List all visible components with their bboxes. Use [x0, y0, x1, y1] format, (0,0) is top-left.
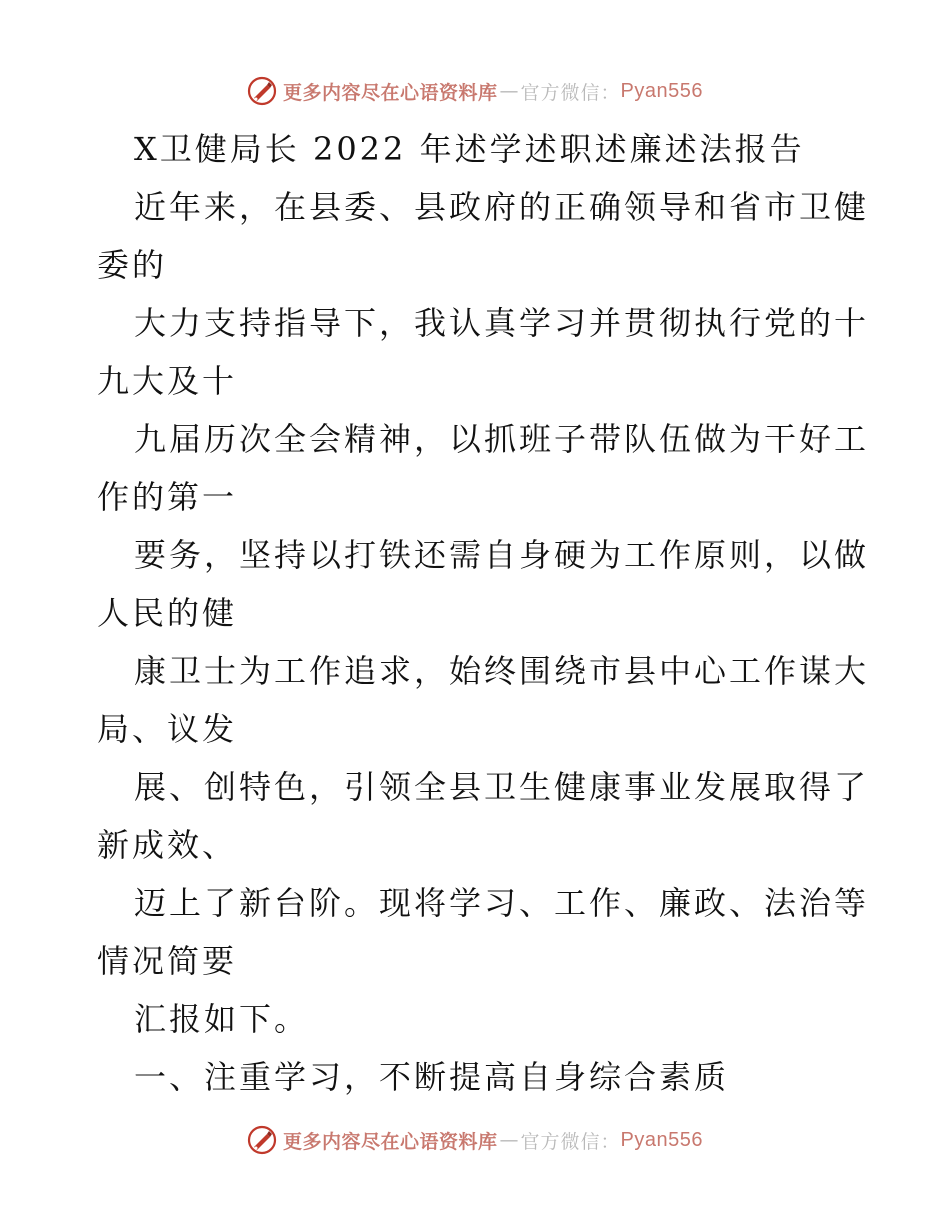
text-line: 情况简要 — [97, 942, 238, 980]
text-line: 局、议发 — [97, 710, 238, 748]
pen-logo-icon — [247, 1125, 277, 1155]
text-line: 近年来，在县委、县政府的正确领导和省市卫健 — [134, 188, 870, 226]
watermark-dash: — — [499, 1129, 519, 1151]
text-line: 九大及十 — [97, 362, 238, 400]
watermark-wechat-label: 官方微信： — [520, 81, 621, 104]
text-line: 新成效、 — [97, 826, 238, 864]
text-line: 一、注重学习，不断提高自身综合素质 — [134, 1058, 730, 1096]
watermark-site-name: 更多内容尽在心语资料库 — [283, 81, 498, 104]
text-line: 要务，坚持以打铁还需自身硬为工作原则，以做 — [134, 536, 870, 574]
watermark-footer — [0, 1120, 950, 1160]
watermark-site-name: 更多内容尽在心语资料库 — [283, 1130, 498, 1153]
text-line: 九届历次全会精神，以抓班子带队伍做为干好工 — [134, 420, 870, 458]
watermark-wechat-label: 官方微信： — [520, 1130, 621, 1153]
document-body — [97, 120, 877, 1106]
watermark-wechat-id: Pyan556 — [620, 1128, 703, 1151]
text-line: 人民的健 — [97, 594, 238, 632]
text-line: 展、创特色，引领全县卫生健康事业发展取得了 — [134, 768, 870, 806]
pen-logo-icon — [247, 76, 277, 106]
document-title: X卫健局长 2022 年述学述职述廉述法报告 — [134, 130, 805, 168]
text-line: 汇报如下。 — [134, 1000, 310, 1038]
watermark-dash: — — [499, 80, 519, 102]
text-line: 迈上了新台阶。现将学习、工作、廉政、法治等 — [134, 884, 870, 922]
text-line: 委的 — [97, 246, 168, 284]
watermark-header — [0, 71, 950, 111]
text-line: 康卫士为工作追求，始终围绕市县中心工作谋大 — [134, 652, 870, 690]
watermark-wechat-id: Pyan556 — [620, 79, 703, 102]
text-line: 作的第一 — [97, 478, 238, 516]
text-line: 大力支持指导下，我认真学习并贯彻执行党的十 — [134, 304, 870, 342]
